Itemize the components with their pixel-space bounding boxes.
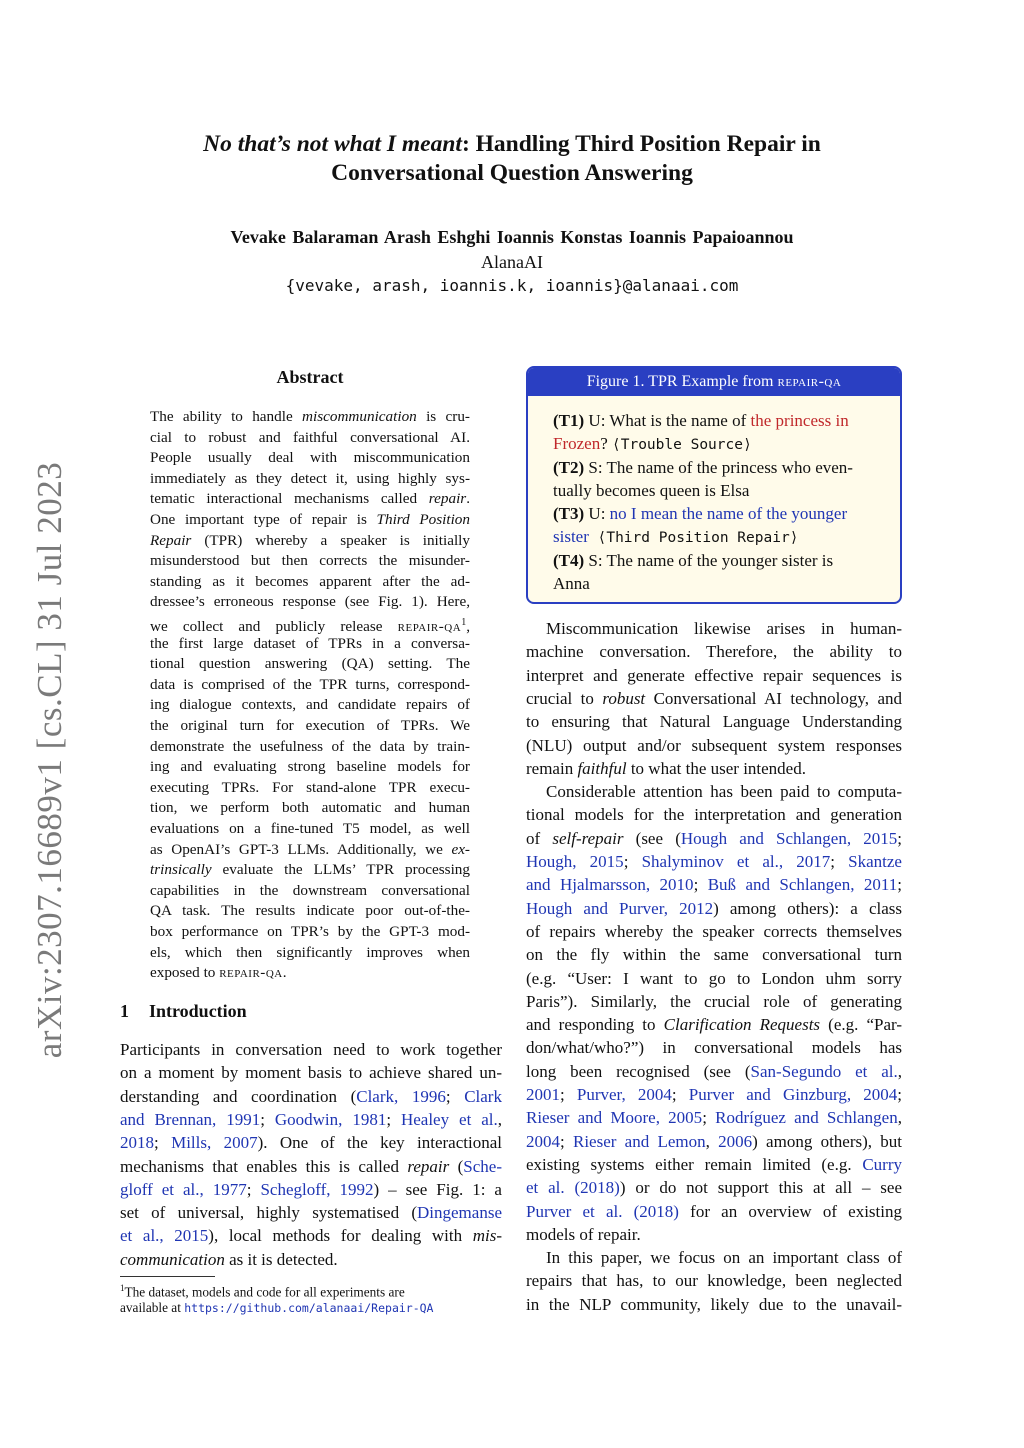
right-line: on the fly within the same conversational turn (526, 945, 902, 965)
intro-line: and Brennan, 1991; Goodwin, 1981; Healey et al., (120, 1109, 502, 1129)
paper-title (150, 130, 874, 188)
intro-line: set of universal, highly systematised (Dingemanse (120, 1203, 502, 1223)
intro-line: derstanding and coordination (Clark, 1996; Clark (120, 1086, 502, 1106)
right-line: 2004; Rieser and Lemon, 2006) among others), but (526, 1131, 903, 1151)
right-line: machine conversation. Therefore, the ability to (526, 642, 902, 662)
right-line: Miscommunication likewise arises in human- (546, 619, 902, 638)
right-line: don/what/who?”) in conversational models has (526, 1038, 902, 1058)
title-rest: : Handling Third Position Repair in (461, 131, 821, 157)
right-line: to ensuring that Natural Language Understanding (526, 712, 902, 732)
intro-line: gloff et al., 1977; Schegloff, 1992) – see Fig. 1: a (120, 1179, 502, 1199)
abstract-line: the original turn for execution of TPRs. We (150, 717, 470, 734)
figure-caption: Figure 1. TPR Example from repair-qa (528, 368, 900, 396)
section-number: 1 (120, 1001, 129, 1021)
right-line: Purver et al. (2018) for an overview of existing (526, 1201, 902, 1221)
arxiv-identifier: arXiv:2307.16689v1 [cs.CL] 31 Jul 2023 (30, 461, 69, 1059)
right-line: models of repair. (526, 1224, 641, 1244)
abstract-line: cial to robust and faithful conversational AI. (150, 428, 470, 446)
figure-turn-t4: (T4) S: The name of the younger sister is (553, 551, 834, 570)
intro-line: et al., 2015), local methods for dealing with mis- (120, 1226, 502, 1246)
intro-line: mechanisms that enables this is called repair (Sche- (120, 1156, 502, 1176)
section-heading-introduction (120, 1001, 267, 1022)
right-line: long been recognised (see (San-Segundo et al., (526, 1061, 903, 1081)
abstract-line: tematic interactional mechanisms called repair. (150, 490, 470, 508)
right-line: 2001; Purver, 2004; Purver and Ginzburg, 2004; (526, 1085, 902, 1104)
right-line: remain faithful to what the user intended. (526, 758, 806, 778)
right-line: existing systems either remain limited (e.g. Curry (526, 1154, 902, 1174)
abstract-line: People usually deal with miscommunication (150, 449, 470, 467)
right-line: In this paper, we focus on an important class of (546, 1248, 902, 1268)
right-line: of self-repair (see (Hough and Schlangen, 2015; (526, 828, 902, 848)
intro-line: Participants in conversation need to work together (120, 1040, 502, 1059)
right-line: (NLU) output and/or subsequent system responses (526, 735, 902, 755)
abstract-line: demonstrate the usefulness of the data by train- (150, 737, 470, 755)
abstract-line: the first large dataset of TPRs in a conversa- (150, 634, 470, 652)
abstract-line: tion, we perform both automatic and human (150, 799, 470, 817)
right-line: crucial to robust Conversational AI technology, and (526, 688, 903, 708)
abstract-line: els, which then significantly improves when (150, 943, 470, 961)
figure-turn-t1-cont: Frozen? ⟨Trouble Source⟩ (553, 434, 752, 453)
abstract-line: ing and evaluating strong baseline models for (150, 758, 470, 776)
dataset-url-link[interactable]: https://github.com/alanaai/Repair-QA (184, 1301, 434, 1315)
abstract-line: exposed to repair-qa. (150, 964, 287, 982)
right-line: Hough, 2015; Shalyminov et al., 2017; Skantze (526, 852, 902, 871)
abstract-line: QA task. The results indicate poor out-of-the- (150, 902, 470, 920)
figure-turn-t1: (T1) U: What is the name of the princess in (553, 411, 849, 430)
right-line: interpret and generate effective repair sequences is (526, 665, 902, 685)
abstract-line: tional question answering (QA) setting. The (150, 655, 470, 673)
figure-turn-t3-cont: sister ⟨Third Position Repair⟩ (553, 527, 799, 546)
section-title: Introduction (149, 1001, 247, 1021)
abstract-line: dressee’s erroneous response (see Fig. 1). Here, (150, 593, 470, 611)
abstract-line: evaluations on a fine-tuned T5 model, as well (150, 820, 470, 837)
right-line: Rieser and Moore, 2005; Rodríguez and Schlangen, (526, 1108, 902, 1128)
right-line: et al. (2018)) or do not support this at all – see (526, 1178, 903, 1198)
abstract-line: box performance on TPR’s by the GPT-3 mod- (150, 923, 470, 940)
right-line: Paris”). Similarly, the crucial role of generating (526, 991, 902, 1011)
abstract-heading: Abstract (276, 367, 344, 387)
trouble-source-tag: ⟨Trouble Source⟩ (612, 437, 752, 453)
intro-line: 2018; Mills, 2007). One of the key interactional (120, 1133, 502, 1153)
right-line: of repairs whereby the speaker corrects themselves (526, 921, 902, 941)
right-line: repairs that has, to our knowledge, been neglected (526, 1271, 902, 1291)
author-emails: {vevake, arash, ioannis.k, ioannis}@alanaai.com (285, 276, 739, 295)
affiliation: AlanaAI (481, 252, 543, 272)
abstract-line: The ability to handle miscommunication is cru- (150, 408, 470, 425)
footnote-rule (120, 1276, 215, 1277)
abstract-line: executing TPRs. For stand-alone TPR execu- (150, 778, 470, 796)
figure-turn-t2-cont: tually becomes queen is Elsa (553, 481, 750, 500)
author-list: Vevake Balaraman Arash Eshghi Ioannis Konstas Ioannis Papaioannou (230, 227, 794, 247)
footnote-text: $^1$The dataset, models and code for all experiments are (120, 1283, 405, 1300)
abstract-line: data is comprised of the TPR turns, correspond- (150, 675, 470, 693)
abstract-line: standing as it becomes apparent after the ad- (150, 572, 470, 590)
footnote-text-line2: available at https://github.com/alanaai/Repair-QA (120, 1300, 434, 1315)
abstract-line: capabilities in the downstream conversational (150, 881, 470, 899)
abstract-line: Repair (TPR) whereby a speaker is initially (150, 531, 470, 549)
abstract-line: ing dialogue contexts, and candidate repairs of (150, 696, 470, 714)
intro-line: communication as it is detected. (120, 1249, 338, 1269)
figure-turn-t4-cont: Anna (553, 574, 590, 593)
figure-turn-t2: (T2) S: The name of the princess who even- (553, 458, 853, 477)
abstract-line: trinsically evaluate the LLMs’ TPR processing (150, 861, 470, 879)
right-line: (e.g. “User: I want to go to London uhm sorry (526, 968, 902, 988)
right-line: tional models for the interpretation and generation (526, 805, 902, 825)
figure-1-box (526, 366, 902, 604)
right-line: in the NLP community, likely due to the unavail- (526, 1294, 902, 1314)
right-line: and Hjalmarsson, 2010; Buß and Schlangen, 2011; (526, 875, 902, 895)
abstract-line: misunderstood but then corrects the misunder- (150, 552, 470, 570)
title-italic: No that’s not what I meant (203, 131, 462, 157)
title-line2: Conversational Question Answering (331, 160, 693, 186)
abstract-line: One important type of repair is Third Position (150, 511, 470, 528)
right-line: Hough and Purver, 2012) among others): a class (526, 898, 903, 918)
right-line: and responding to Clarification Requests (e.g. “Par- (526, 1015, 902, 1035)
abstract-line: immediately as they detect it, using highly sys- (150, 469, 470, 487)
abstract-line: as OpenAI’s GPT-3 LLMs. Additionally, we ex- (150, 840, 470, 858)
abstract-line: we collect and publicly release repair-$qa^1$, (150, 617, 470, 636)
intro-line: on a moment by moment basis to achieve shared un- (120, 1063, 502, 1083)
right-line: Considerable attention has been paid to computa- (546, 782, 902, 802)
figure-turn-t3: (T3) U: no I mean the name of the younger (553, 504, 848, 523)
third-position-repair-tag: ⟨Third Position Repair⟩ (588, 530, 799, 546)
